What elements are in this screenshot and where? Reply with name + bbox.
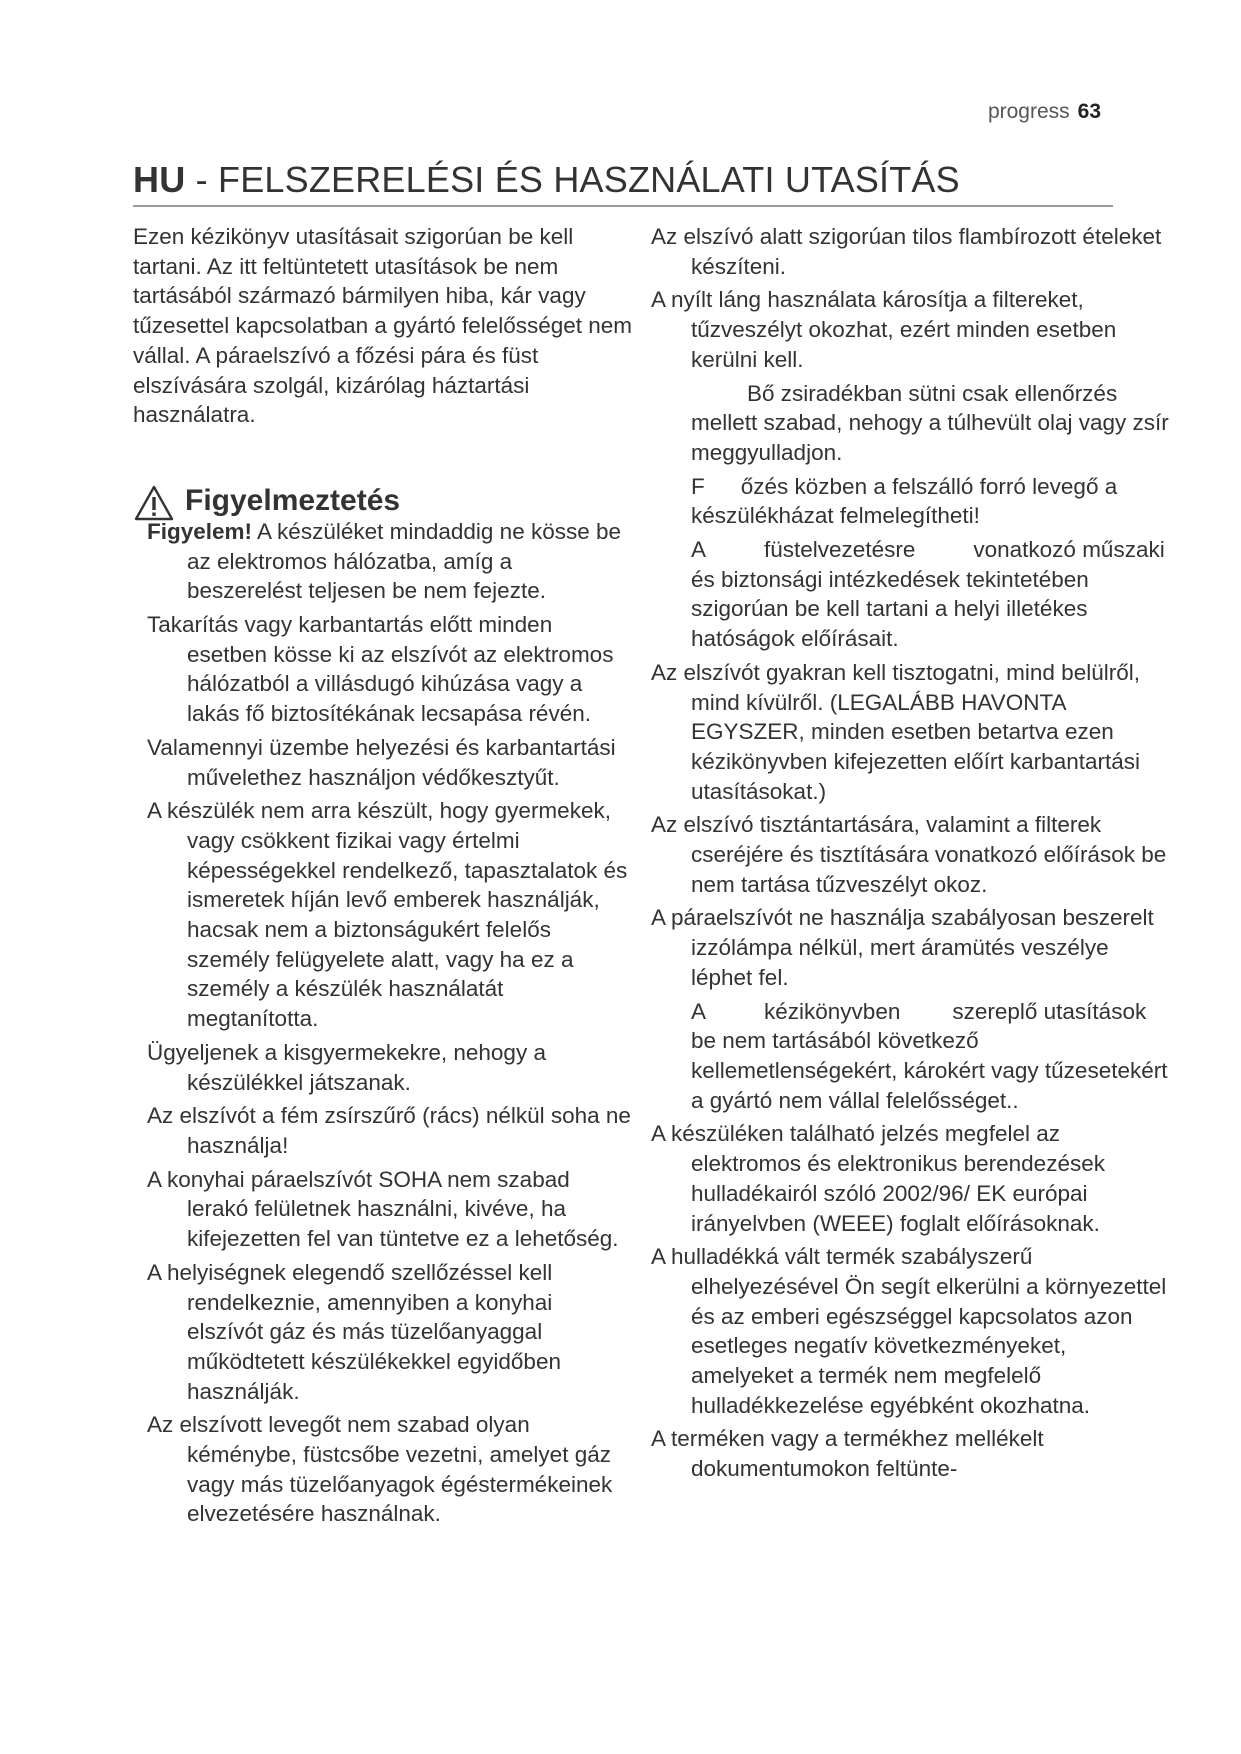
list-item-word: vonatkozó	[973, 537, 1076, 563]
list-item-text: őzés közben a felszálló forró levegő a készülékházat felmelegítheti!	[691, 473, 1118, 529]
attention-label: Figyelem!	[147, 518, 253, 544]
intro-paragraph: Ezen kézikönyv utasításait szigorúan be kell tartani. Az itt feltüntetett utasítások be nem tartásából származó bármilyen hiba, kár vagy tűzesettel kapcsolatban a gyártó felelősséget nem vállal. A páraelszívó a főzési pára és füst elszívására szolgál, kizárólag háztartási használatra.	[133, 224, 633, 428]
list-item-word: kézikönyvben	[764, 998, 901, 1024]
list-item: Az elszívót a fém zsírszűrő (rács) nélkül soha ne használja!	[147, 1103, 631, 1158]
list-item: Az elszívó alatt szigorúan tilos flambírozott ételeket készíteni.	[651, 224, 1162, 279]
title-divider	[133, 205, 1113, 207]
warning-heading	[133, 482, 633, 520]
list-item-letter: A	[691, 537, 707, 563]
list-item-text: be nem tartásából következő kellemetlenségekért, károkért vagy tűzesetekért a gyártó nem vállal felelősséget..	[691, 1028, 1168, 1113]
warning-triangle-icon	[133, 484, 175, 522]
warning-heading-text: Figyelmeztetés	[185, 483, 401, 517]
list-item: Az elszívó tisztántartására, valamint a filterek cseréjére és tisztítására vonatkozó előírások be nem tartása tűzveszélyt okoz.	[651, 812, 1167, 897]
list-item-text: Bő zsiradékban sütni csak ellenőrzés mellett szabad, nehogy a túlhevült olaj vagy zsír meggyulladjon.	[691, 380, 1169, 465]
list-item: A hulladékká vált termék szabályszerű elhelyezésével Ön segít elkerülni a környezettel és az emberi egészséggel kapcsolatos azon esetleges negatív következményeket, amelyeket a termék nem megfelelő hulladékkezelése egyébként okozhatna.	[651, 1244, 1167, 1418]
list-item: A terméken vagy a termékhez mellékelt dokumentumokon feltünte-	[651, 1426, 1044, 1482]
language-code: HU	[133, 159, 186, 200]
list-item: A helyiségnek elegendő szellőzéssel kell rendelkeznie, amennyiben a konyhai elszívót gáz és más tüzelőanyaggal működtetett készülékekkel egyidőben használják.	[147, 1259, 561, 1404]
list-item	[651, 997, 1171, 1116]
list-item	[147, 517, 633, 606]
list-item: A nyílt láng használata károsítja a filtereket, tűzveszélyt okozhat, ezért minden esetben kerülni kell.	[651, 287, 1117, 372]
list-item-letter: A	[691, 998, 707, 1024]
list-item-text: műszaki és biztonsági intézkedések tekintetében szigorúan be kell tartani a helyi illetékes hatóságok előírásait.	[691, 537, 1165, 652]
list-item-word: füstelvezetésre	[764, 537, 916, 563]
right-column	[651, 222, 1171, 1488]
list-item: Takarítás vagy karbantartás előtt minden esetben kösse ki az elszívót az elektromos hálózatból a villásdugó kihúzása vagy a lakás fő biztosítékának lecsapása révén.	[147, 612, 614, 727]
list-item-word: szereplő utasítások	[952, 998, 1147, 1024]
list-item	[651, 535, 1171, 654]
page-number: 63	[1077, 100, 1101, 123]
list-item	[651, 472, 1171, 531]
list-item	[651, 379, 1171, 468]
list-item: Az elszívott levegőt nem szabad olyan kéménybe, füstcsőbe vezetni, amelyet gáz vagy más tüzelőanyagok égéstermékeinek elvezetésére használnak.	[147, 1412, 613, 1527]
title-text: - FELSZERELÉSI ÉS HASZNÁLATI UTASÍTÁS	[185, 159, 960, 200]
list-item: A páraelszívót ne használja szabályosan beszerelt izzólámpa nélkül, mert áramütés veszélye léphet fel.	[651, 905, 1154, 990]
left-column	[133, 222, 633, 1533]
list-item-letter: F	[691, 473, 705, 499]
page-header	[988, 100, 1101, 124]
list-item: Ügyeljenek a kisgyermekekre, nehogy a készülékkel játszanak.	[147, 1039, 546, 1095]
list-item: Valamennyi üzembe helyezési és karbantartási művelethez használjon védőkesztyűt.	[147, 734, 616, 790]
list-item-text: A készüléket mindaddig ne kösse be az elektromos hálózatba, amíg a beszerelést teljesen be nem fejezte.	[187, 518, 622, 604]
list-item: A konyhai páraelszívót SOHA nem szabad lerakó felületnek használni, kivéve, ha kifejezetten fel van tüntetve ez a lehetőség.	[147, 1166, 619, 1252]
list-item: Az elszívót gyakran kell tisztogatni, mind belülről, mind kívülről. (LEGALÁBB HAVONTA EGYSZER, minden esetben betartva ezen kézikönyvben kifejezetten előírt karbantartási utasításokat.)	[651, 659, 1140, 804]
page-title	[133, 159, 1113, 200]
list-item: A készülék nem arra készült, hogy gyermekek, vagy csökkent fizikai vagy értelmi képességekkel rendelkező, tapasztalatok és ismeretek híján levő emberek használják, hacsak nem a biztonságukért felelős személy felügyelete alatt, vagy ha ez a személy a készülék használatát megtanította.	[147, 798, 628, 1032]
list-item: A készüléken található jelzés megfelel az elektromos és elektronikus berendezések hulladékairól szóló 2002/96/ EK európai irányelvben (WEEE) foglalt előírásoknak.	[651, 1121, 1105, 1236]
brand-name: progress	[987, 100, 1070, 123]
